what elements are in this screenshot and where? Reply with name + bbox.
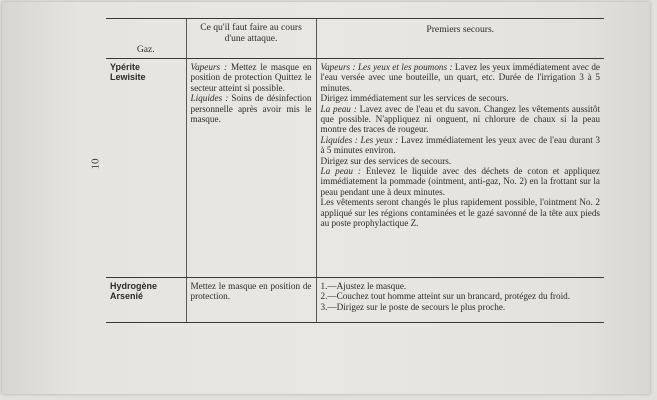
gas-cell xyxy=(106,278,186,323)
gas-name: Lewisite xyxy=(110,72,146,83)
first-aid-table xyxy=(106,18,604,323)
aid-peau: La peau : Lavez avec de l'eau et du savon. Changez les vêtements aussitôt que possible. N'appliquez ni onguent, ni chlorure de chaux si la peau montre des traces de rougeur. xyxy=(320,103,600,135)
action-text: Mettez le masque en position de protection. xyxy=(190,281,312,302)
action-cell xyxy=(186,59,316,278)
table-row xyxy=(106,59,604,278)
table-row xyxy=(106,278,604,323)
table-header-row xyxy=(106,19,604,59)
aid-liquides-direct: Dirigez sur des services de secours. xyxy=(320,155,452,166)
first-aid-cell xyxy=(316,59,604,278)
action-liquides: Liquides : Soins de désinfection personnelle après avoir mis le masque. xyxy=(190,93,312,125)
first-aid-cell xyxy=(316,278,604,323)
aid-closing: Les vêtements seront changés le plus rapidement possible, l'ointment No. 2 appliqué sur les régions contaminées et le gazé savonné de la tête aux pieds au poste prophylactique Z. xyxy=(320,197,600,229)
aid-step: 2.—Couchez tout homme atteint sur un brancard, protégez du froid. xyxy=(320,291,571,302)
aid-liquides: Liquides : Les yeux : Lavez immédiatement les yeux avec de l'eau durant 3 à 5 minutes environ. xyxy=(320,134,600,156)
header-what-to-do: Ce qu'il faut faire au cours d'une attaque. xyxy=(186,19,316,59)
aid-vapeurs-direct: Dirigez immédiatement sur les services de secours. xyxy=(320,93,509,104)
aid-peau-2: La peau : Enlevez le liquide avec des déchets de coton et appliquez immédiatement la pommade (ointment, anti-gaz, No. 2) en la frottant sur la peau pendant une à deux minutes. xyxy=(320,166,600,197)
aid-step: 3.—Dirigez sur le poste de secours le plus proche. xyxy=(320,301,506,312)
action-cell xyxy=(186,278,316,323)
aid-step: 1.—Ajustez le masque. xyxy=(320,281,407,291)
page-number: 10 xyxy=(89,158,102,170)
header-first-aid: Premiers secours. xyxy=(316,19,604,59)
header-gas: Gaz. xyxy=(106,19,186,59)
gas-name: Ypérite xyxy=(110,62,141,72)
gas-name: Hydrogène xyxy=(110,281,158,291)
aid-vapeurs: Vapeurs : Les yeux et les poumons : Lavez les yeux immédiatement avec de l'eau versée avec une bouteille, un quart, etc. Durée de l'irrigation 3 à 5 minutes. xyxy=(320,62,600,93)
gas-cell xyxy=(106,59,186,278)
gas-name: Arsenié xyxy=(110,291,144,302)
action-vapeurs: Vapeurs : Mettez le masque en position de protection Quittez le secteur atteint si possible. xyxy=(190,62,312,93)
